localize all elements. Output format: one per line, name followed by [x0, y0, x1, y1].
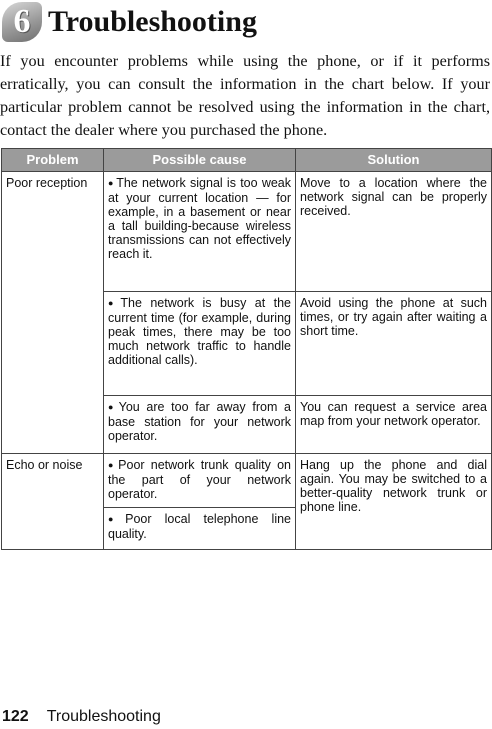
cause-text: You are too far away from a base station for your network operator.: [108, 400, 291, 443]
table-row: [2, 454, 492, 508]
bullet-icon: ●: [108, 298, 119, 308]
table-row: [2, 172, 492, 292]
solution-cell: Hang up the phone and dial again. You may be switched to a better-quality network trunk or phone line.: [296, 454, 492, 550]
header-solution: Solution: [296, 149, 492, 172]
cause-text: The network is busy at the current time (for example, during peak times, there may be too much network traffic to handle additional calls).: [108, 296, 292, 367]
cause-text: Poor network trunk quality on the part of your network operator.: [108, 458, 291, 501]
solution-cell: You can request a service area map from your network operator.: [296, 396, 492, 454]
chapter-heading: [2, 2, 257, 42]
table-header-row: [2, 149, 492, 172]
header-problem: Problem: [2, 149, 104, 172]
bullet-icon: ●: [108, 402, 117, 412]
intro-paragraph: If you encounter problems while using the phone, or if it performs erratically, you can consult the information in the chart below. If your particular problem cannot be resolved using the information in the chart, contact the dealer where you purchased the phone.: [0, 52, 490, 139]
bullet-icon: ●: [108, 460, 117, 470]
cause-text: The network signal is too weak at your current location — for example, in a basement or near a tall building-because wireless transmissions can not effectively reach it.: [108, 176, 292, 261]
page-footer: [2, 708, 161, 726]
bullet-icon: ●: [108, 514, 124, 524]
bullet-icon: ●: [108, 178, 115, 188]
cause-cell: [104, 508, 296, 550]
problem-poor-reception: Poor reception: [2, 172, 104, 454]
chapter-number-badge: 6: [2, 2, 42, 42]
problem-echo-or-noise: Echo or noise: [2, 454, 104, 550]
cause-cell: [104, 292, 296, 396]
solution-cell: Avoid using the phone at such times, or try again after waiting a short time.: [296, 292, 492, 396]
header-possible-cause: Possible cause: [104, 149, 296, 172]
footer-section-title: Troubleshooting: [46, 708, 161, 725]
troubleshooting-table: [1, 148, 492, 550]
page-number: 122: [2, 708, 29, 725]
cause-text: Poor local telephone line quality.: [108, 512, 292, 541]
cause-cell: [104, 454, 296, 508]
page-title: Troubleshooting: [48, 5, 257, 38]
solution-cell: Move to a location where the network signal can be properly received.: [296, 172, 492, 292]
cause-cell: [104, 396, 296, 454]
cause-cell: [104, 172, 296, 292]
